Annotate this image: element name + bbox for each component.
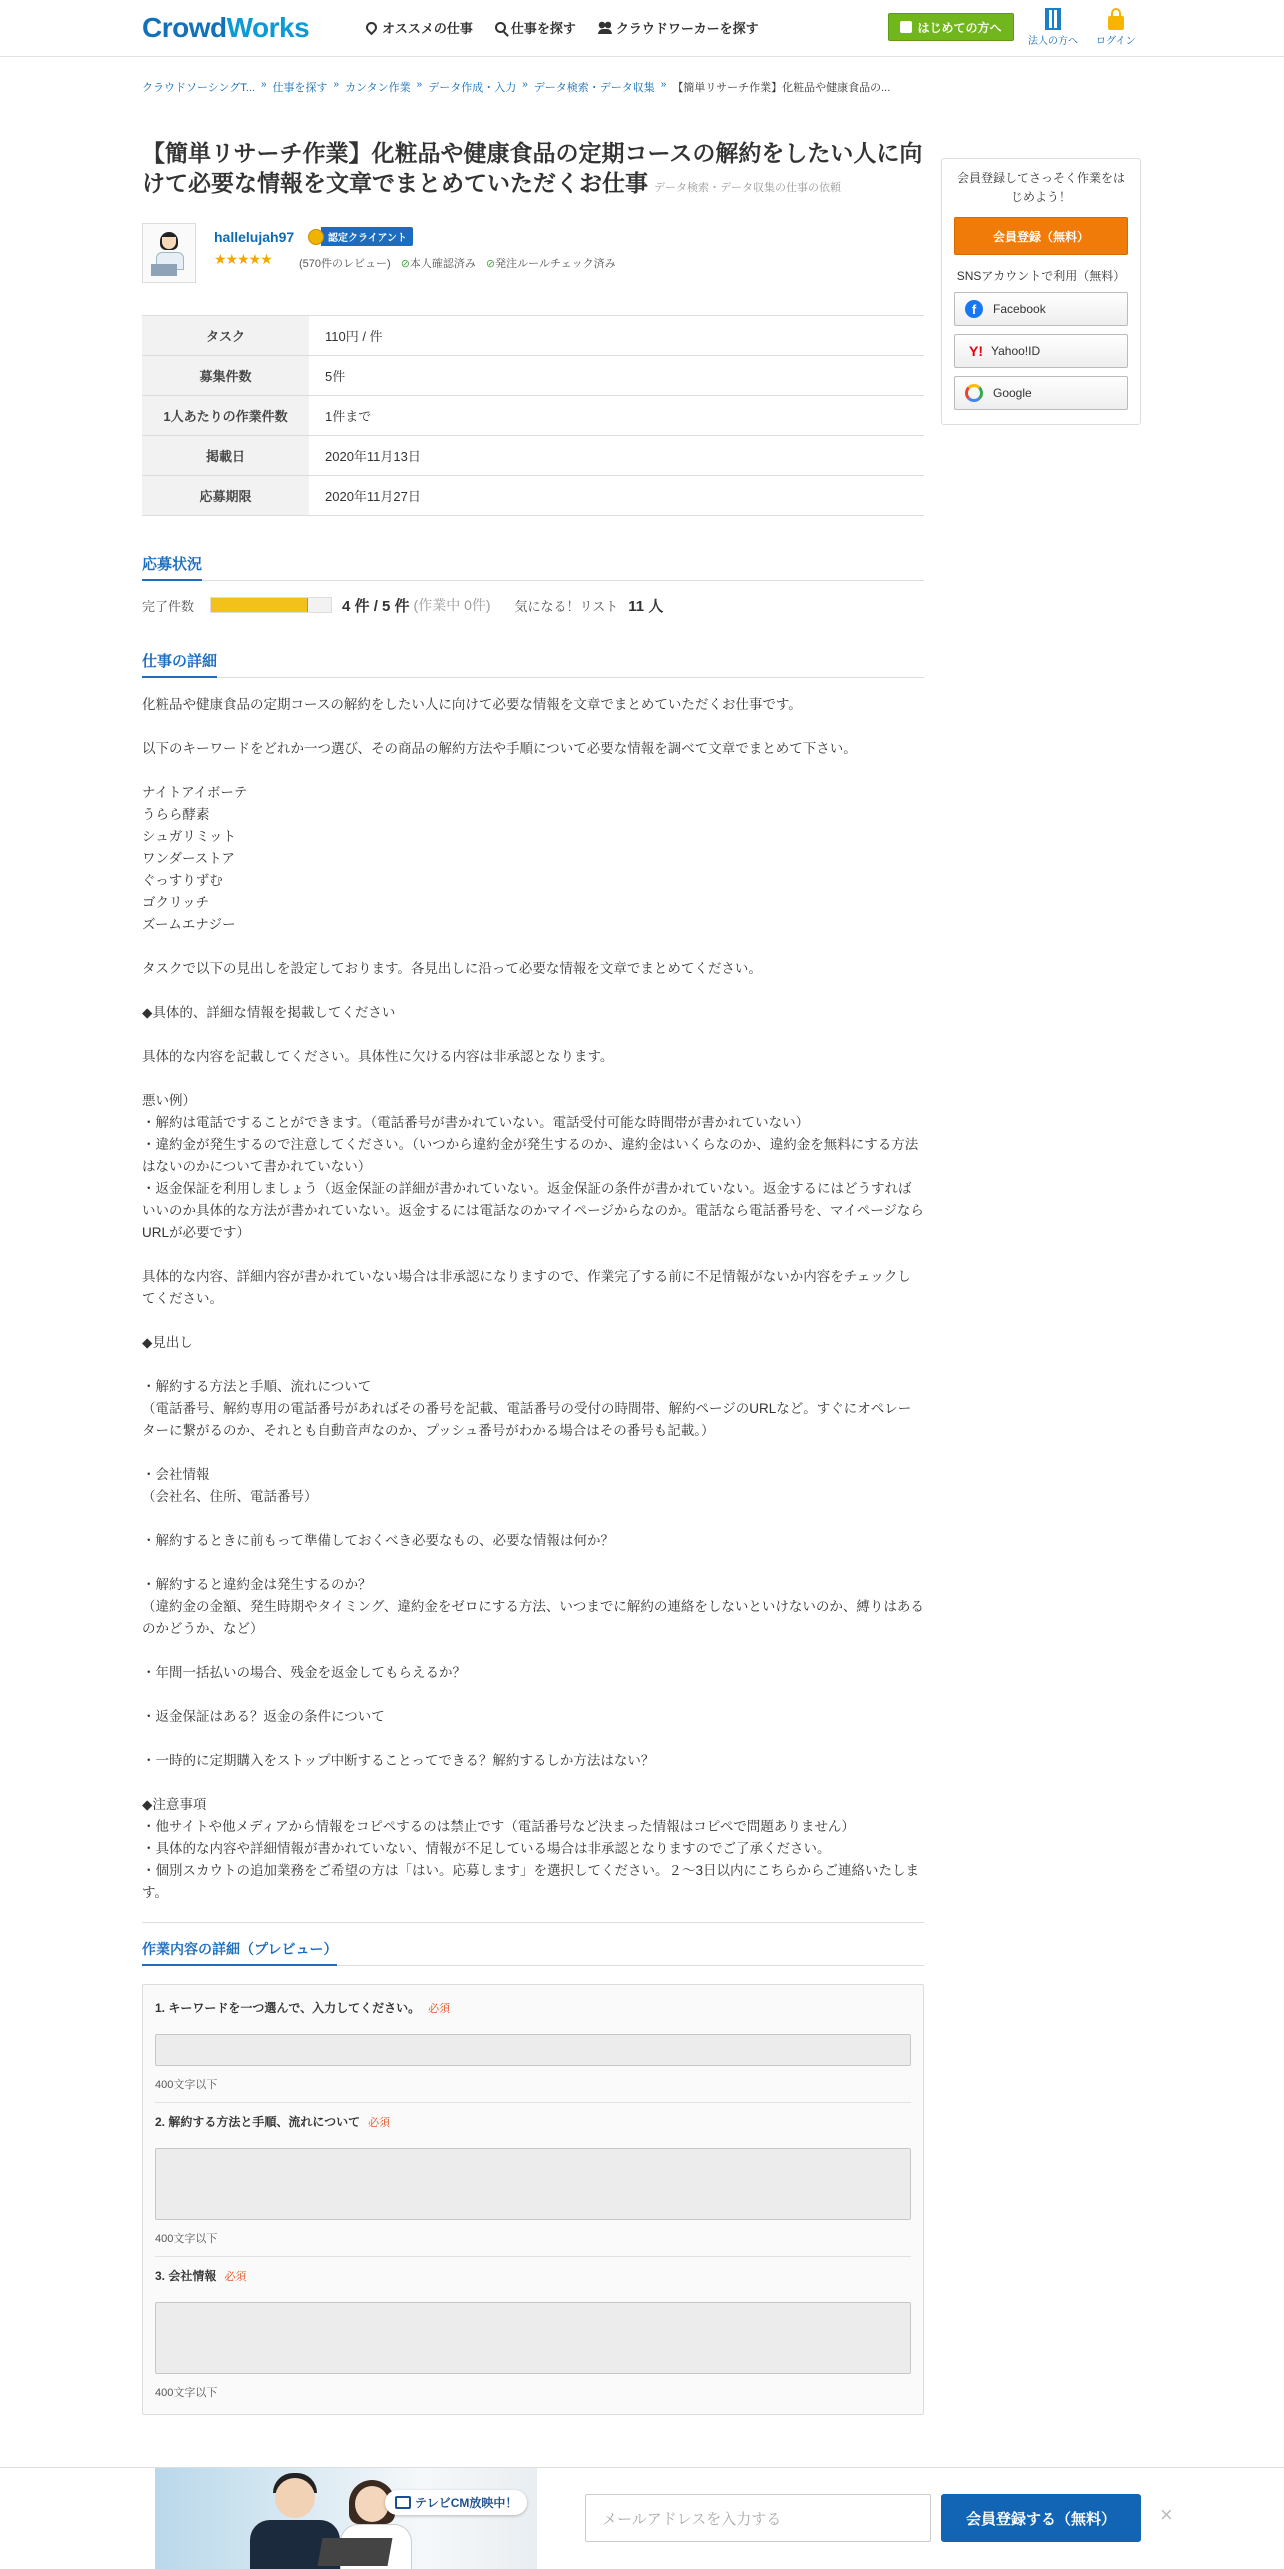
site-header xyxy=(0,0,1284,57)
main-nav xyxy=(366,18,759,37)
job-description: 化粧品や健康食品の定期コースの解約をしたい人に向けて必要な情報を文章でまとめていただくお仕事です。 以下のキーワードをどれか一つ選び、その商品の解約方法や手順について必要な情報を調べて文章でまとめて下さい。 ナイトアイボーテ うらら酵素 シュガリミット ワンダーストア ぐっすりずむ ゴクリッチ ズームエナジー タスクで以下の見出しを設定しております。各見出しに沿って必要な情報を文章でまとめてください。 ◆具体的、詳細な情報を掲載してください 具体的な内容を記載してください。具体性に欠ける内容は非承認となります。 悪い例） ・解約は電話ですることができます。（電話番号が書かれていない。電話受付可能な時間帯が書かれていない） ・違約金が発生するので注意してください。（いつから違約金が発生するのか、違約金はいくらなのか、違約金を無料にする方法はないのかについて書かれていない） ・返金保証を利用しましょう（返金保証の詳細が書かれていない。返金保証の条件が書かれていない。返金するにはどうすればいいのか具体的な方法が書かれていない。返金するには電話なのかマイページからなのか。電話なら電話番号を、マイページならURLが必要です） 具体的な内容、詳細内容が書かれていない場合は非承認になりますので、作業完了する前に不足情報がないか内容をチェックしてください。 ◆見出し ・解約する方法と手順、流れについて （電話番号、解約専用の電話番号があればその番号を記載、電話番号の受付の時間帯、解約ページのURLなど。すぐにオペレーターに繋がるのか、それとも自動音声なのか、プッシュ番号がわかる場合はその番号も記載。） ・会社情報 （会社名、住所、電話番号） ・解約するときに前もって準備しておくべき必要なもの、必要な情報は何か？ ・解約すると違約金は発生するのか？ （違約金の金額、発生時期やタイミング、違約金をゼロにする方法、いつまでに解約の連絡をしないといけないのか、縛りはあるのかどうか、など） ・年間一括払いの場合、残金を返金してもらえるか？ ・返金保証はある？返金の条件について ・一時的に定期購入をストップ中断することってできる？解約するしか方法はない？ ◆注意事項 ・他サイトや他メディアから情報をコピペするのは禁止です（電話番号など決まった情報はコピペで問題ありません） ・具体的な内容や詳細情報が書かれていない、情報が不足している場合は非承認となりますのでご了承ください。 ・個別スカウトの追加業務をご希望の方は「はい。応募します」を選択してください。２〜3日以内にこちらからご連絡いたします。 xyxy=(142,697,924,1900)
in-progress-count: (作業中 0件) xyxy=(413,597,491,613)
breadcrumb-item[interactable]: カンタン作業 xyxy=(345,82,411,94)
breadcrumb-separator-icon: » xyxy=(416,79,423,90)
table-row: タスク 110円 / 件 xyxy=(142,316,924,356)
required-label: 必須 xyxy=(428,2003,451,2015)
company-info-textarea[interactable] xyxy=(155,2302,911,2374)
building-icon xyxy=(1045,8,1061,30)
bottom-signup-banner xyxy=(0,2467,1284,2569)
nav-recommended[interactable]: オススメの仕事 xyxy=(366,18,473,37)
crowdworks-logo[interactable]: CrowdWorks xyxy=(142,12,310,43)
medal-icon xyxy=(308,229,324,245)
check-circle-icon: ⊘ xyxy=(485,258,496,270)
sns-label: SNSアカウントで利用（無料） xyxy=(956,269,1126,283)
table-row: 応募期限 2020年11月27日 xyxy=(142,476,924,516)
identity-verified: ⊘本人確認済み xyxy=(400,258,476,270)
breadcrumb-separator-icon: » xyxy=(660,79,667,90)
google-icon xyxy=(965,384,983,402)
google-login-button[interactable]: Google xyxy=(954,376,1128,410)
email-input[interactable]: メールアドレスを入力する xyxy=(585,2494,931,2542)
cancellation-method-textarea[interactable] xyxy=(155,2148,911,2220)
breadcrumb-separator-icon: » xyxy=(522,79,528,90)
client-meta xyxy=(299,255,616,271)
yahoo-icon: Y! xyxy=(969,343,983,359)
form-question: 2. 解約する方法と手順、流れについて 必須 400文字以下 xyxy=(155,2103,911,2257)
people-icon xyxy=(598,21,611,34)
client-name[interactable]: hallelujah97 xyxy=(214,229,295,245)
breadcrumb-item[interactable]: データ検索・データ収集 xyxy=(533,82,655,94)
required-label: 必須 xyxy=(224,2271,247,2283)
favorite-count: 11 人 xyxy=(628,597,664,615)
preview-heading: 作業内容の詳細（プレビュー） xyxy=(142,1937,924,1966)
breadcrumb-current: 【簡単リサーチ作業】化粧品や健康食品の... xyxy=(672,82,891,94)
yahoo-login-button[interactable]: Y! Yahoo!ID xyxy=(954,334,1128,368)
job-main xyxy=(142,138,924,2415)
form-question: 1. キーワードを一つ選んで、入力してください。 必須 400文字以下 xyxy=(155,1989,911,2103)
review-count[interactable]: (570件のレビュー) xyxy=(299,258,391,270)
job-details-heading: 仕事の詳細 xyxy=(142,649,924,678)
facebook-icon: f xyxy=(965,300,983,318)
first-time-button[interactable]: はじめての方へ xyxy=(888,13,1014,41)
login-link[interactable]: ログイン xyxy=(1096,8,1136,47)
breadcrumb xyxy=(142,79,890,95)
breadcrumb-separator-icon: » xyxy=(260,79,267,90)
tv-cm-tag: テレビCM放映中！ xyxy=(385,2490,527,2515)
signup-sidebar xyxy=(941,158,1141,425)
keyword-input[interactable] xyxy=(155,2034,911,2066)
task-form-preview xyxy=(142,1984,924,2415)
table-row: 掲載日 2020年11月13日 xyxy=(142,436,924,476)
completion-count: 4 件 / 5 件 xyxy=(342,597,410,615)
job-title: 【簡単リサーチ作業】化粧品や健康食品の定期コースの解約をしたい人に向けて必要な情報を文章でまとめていただくお仕事 データ検索・データ収集の仕事の依頼 xyxy=(142,140,923,196)
close-icon[interactable]: × xyxy=(1160,2502,1173,2527)
favorite-label: 気になる！リスト xyxy=(514,598,619,614)
char-limit-note: 400文字以下 xyxy=(155,2079,218,2091)
table-row: 1人あたりの作業件数 1件まで xyxy=(142,396,924,436)
breadcrumb-item[interactable]: データ作成・入力 xyxy=(428,82,517,94)
location-pin-icon xyxy=(364,20,380,36)
facebook-login-button[interactable]: f Facebook xyxy=(954,292,1128,326)
breadcrumb-item[interactable]: クラウドソーシングT... xyxy=(142,82,255,94)
job-category-note: データ検索・データ収集の仕事の依頼 xyxy=(654,182,841,194)
char-limit-note: 400文字以下 xyxy=(155,2387,218,2399)
tv-icon xyxy=(395,2496,411,2509)
tv-cm-banner-image xyxy=(155,2468,537,2569)
required-label: 必須 xyxy=(368,2117,391,2129)
nav-find-jobs[interactable]: 仕事を探す xyxy=(495,18,576,37)
breadcrumb-item[interactable]: 仕事を探す xyxy=(272,82,328,94)
job-info-table xyxy=(142,315,924,516)
nav-find-workers[interactable]: クラウドワーカーを探す xyxy=(598,18,759,37)
lock-icon xyxy=(1108,16,1124,30)
form-question: 3. 会社情報 必須 400文字以下 xyxy=(155,2257,911,2410)
rating-stars: ★★★★★ xyxy=(214,251,272,267)
table-row: 募集件数 5件 xyxy=(142,356,924,396)
application-status: 完了件数 4 件 / 5 件 (作業中 0件) 気になる！リスト 11 人 xyxy=(142,595,924,615)
breadcrumb-separator-icon: » xyxy=(333,79,340,90)
banner-register-button[interactable]: 会員登録する（無料） xyxy=(941,2494,1141,2542)
check-circle-icon: ⊘ xyxy=(400,258,410,270)
application-status-heading: 応募状況 xyxy=(142,552,924,581)
register-button[interactable]: 会員登録（無料） xyxy=(954,217,1128,255)
search-icon xyxy=(495,22,506,33)
completion-progress-bar xyxy=(210,597,332,613)
client-info xyxy=(142,223,924,283)
rule-checked: ⊘発注ルールチェック済み xyxy=(485,258,616,270)
verified-client-badge: 認定クライアント xyxy=(308,227,413,246)
beginner-icon xyxy=(900,21,912,33)
corporate-link[interactable]: 法人の方へ xyxy=(1028,8,1078,47)
char-limit-note: 400文字以下 xyxy=(155,2233,218,2245)
signup-message: 会員登録してさっそく作業をはじめよう！ xyxy=(956,171,1125,204)
client-avatar[interactable] xyxy=(142,223,196,283)
